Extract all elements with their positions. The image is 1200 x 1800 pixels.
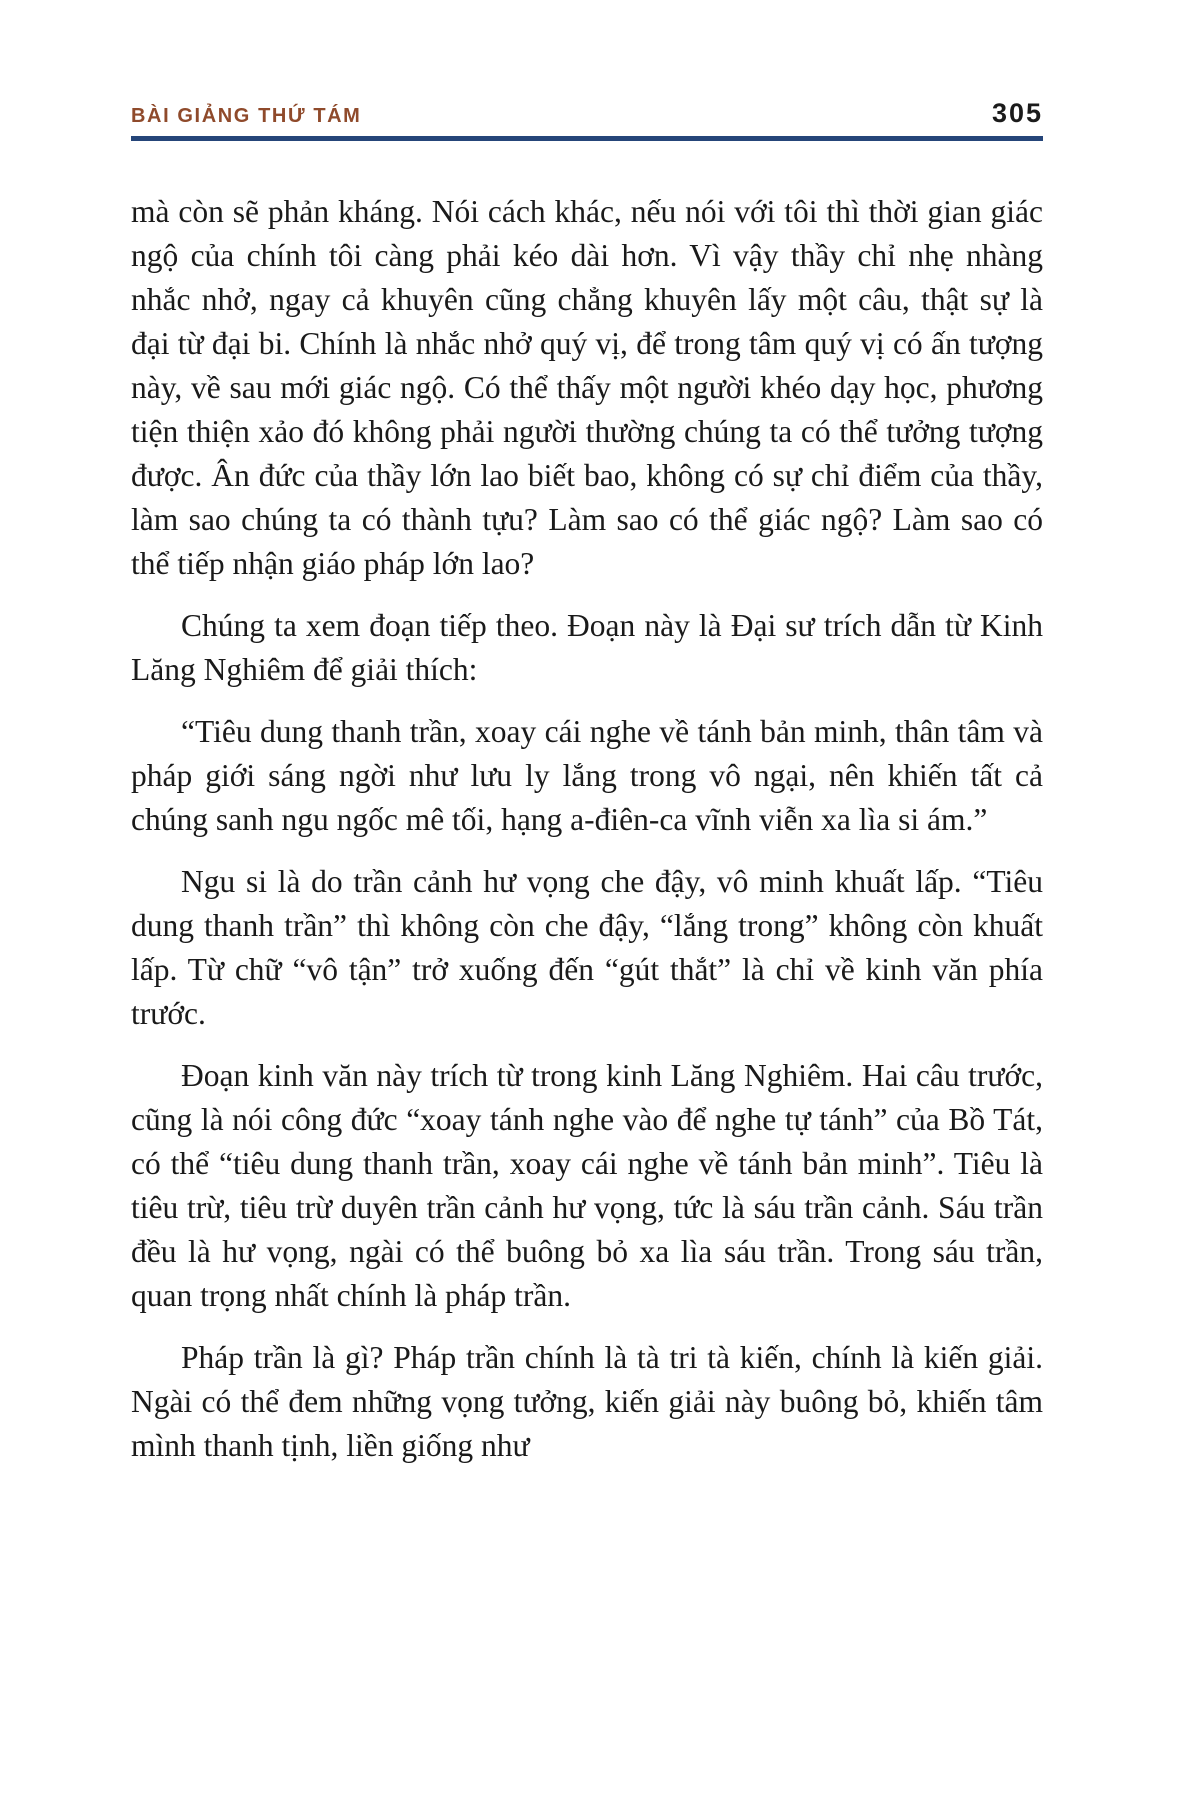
page-body bbox=[131, 190, 1043, 1468]
paragraph-2: Chúng ta xem đoạn tiếp theo. Đoạn này là Đại sư trích dẫn từ Kinh Lăng Nghiêm để giải thích: bbox=[131, 608, 1043, 687]
page-header bbox=[131, 98, 1043, 129]
header-rule bbox=[131, 136, 1043, 141]
paragraph-1: mà còn sẽ phản kháng. Nói cách khác, nếu nói với tôi thì thời gian giác ngộ của chính tôi càng phải kéo dài hơn. Vì vậy thầy chỉ nhẹ nhàng nhắc nhở, ngay cả khuyên cũng chẳng khuyên lấy một câu, thật sự là đại từ đại bi. Chính là nhắc nhở quý vị, để trong tâm quý vị có ấn tượng này, về sau mới giác ngộ. Có thể thấy một người khéo dạy học, phương tiện thiện xảo đó không phải người thường chúng ta có thể tưởng tượng được. Ân đức của thầy lớn lao biết bao, không có sự chỉ điểm của thầy, làm sao chúng ta có thành tựu? Làm sao có thể giác ngộ? Làm sao có thể tiếp nhận giáo pháp lớn lao? bbox=[131, 194, 1043, 581]
paragraph-3: “Tiêu dung thanh trần, xoay cái nghe về tánh bản minh, thân tâm và pháp giới sáng ngời như lưu ly lắng trong vô ngại, nên khiến tất cả chúng sanh ngu ngốc mê tối, hạng a-điên-ca vĩnh viễn xa lìa si ám.” bbox=[131, 714, 1043, 837]
running-title: BÀI GIẢNG THỨ TÁM bbox=[131, 105, 362, 127]
page-number: 305 bbox=[991, 98, 1043, 128]
paragraph-4: Ngu si là do trần cảnh hư vọng che đậy, vô minh khuất lấp. “Tiêu dung thanh trần” thì không còn che đậy, “lắng trong” không còn khuất lấp. Từ chữ “vô tận” trở xuống đến “gút thắt” là chỉ về kinh văn phía trước. bbox=[131, 864, 1043, 1031]
paragraph-5: Đoạn kinh văn này trích từ trong kinh Lăng Nghiêm. Hai câu trước, cũng là nói công đức “xoay tánh nghe vào để nghe tự tánh” của Bồ Tát, có thể “tiêu dung thanh trần, xoay cái nghe về tánh bản minh”. Tiêu là tiêu trừ, tiêu trừ duyên trần cảnh hư vọng, tức là sáu trần cảnh. Sáu trần đều là hư vọng, ngài có thể buông bỏ xa lìa sáu trần. Trong sáu trần, quan trọng nhất chính là pháp trần. bbox=[131, 1058, 1043, 1313]
paragraph-6: Pháp trần là gì? Pháp trần chính là tà tri tà kiến, chính là kiến giải. Ngài có thể đem những vọng tưởng, kiến giải này buông bỏ, khiến tâm mình thanh tịnh, liền giống như bbox=[131, 1340, 1043, 1463]
